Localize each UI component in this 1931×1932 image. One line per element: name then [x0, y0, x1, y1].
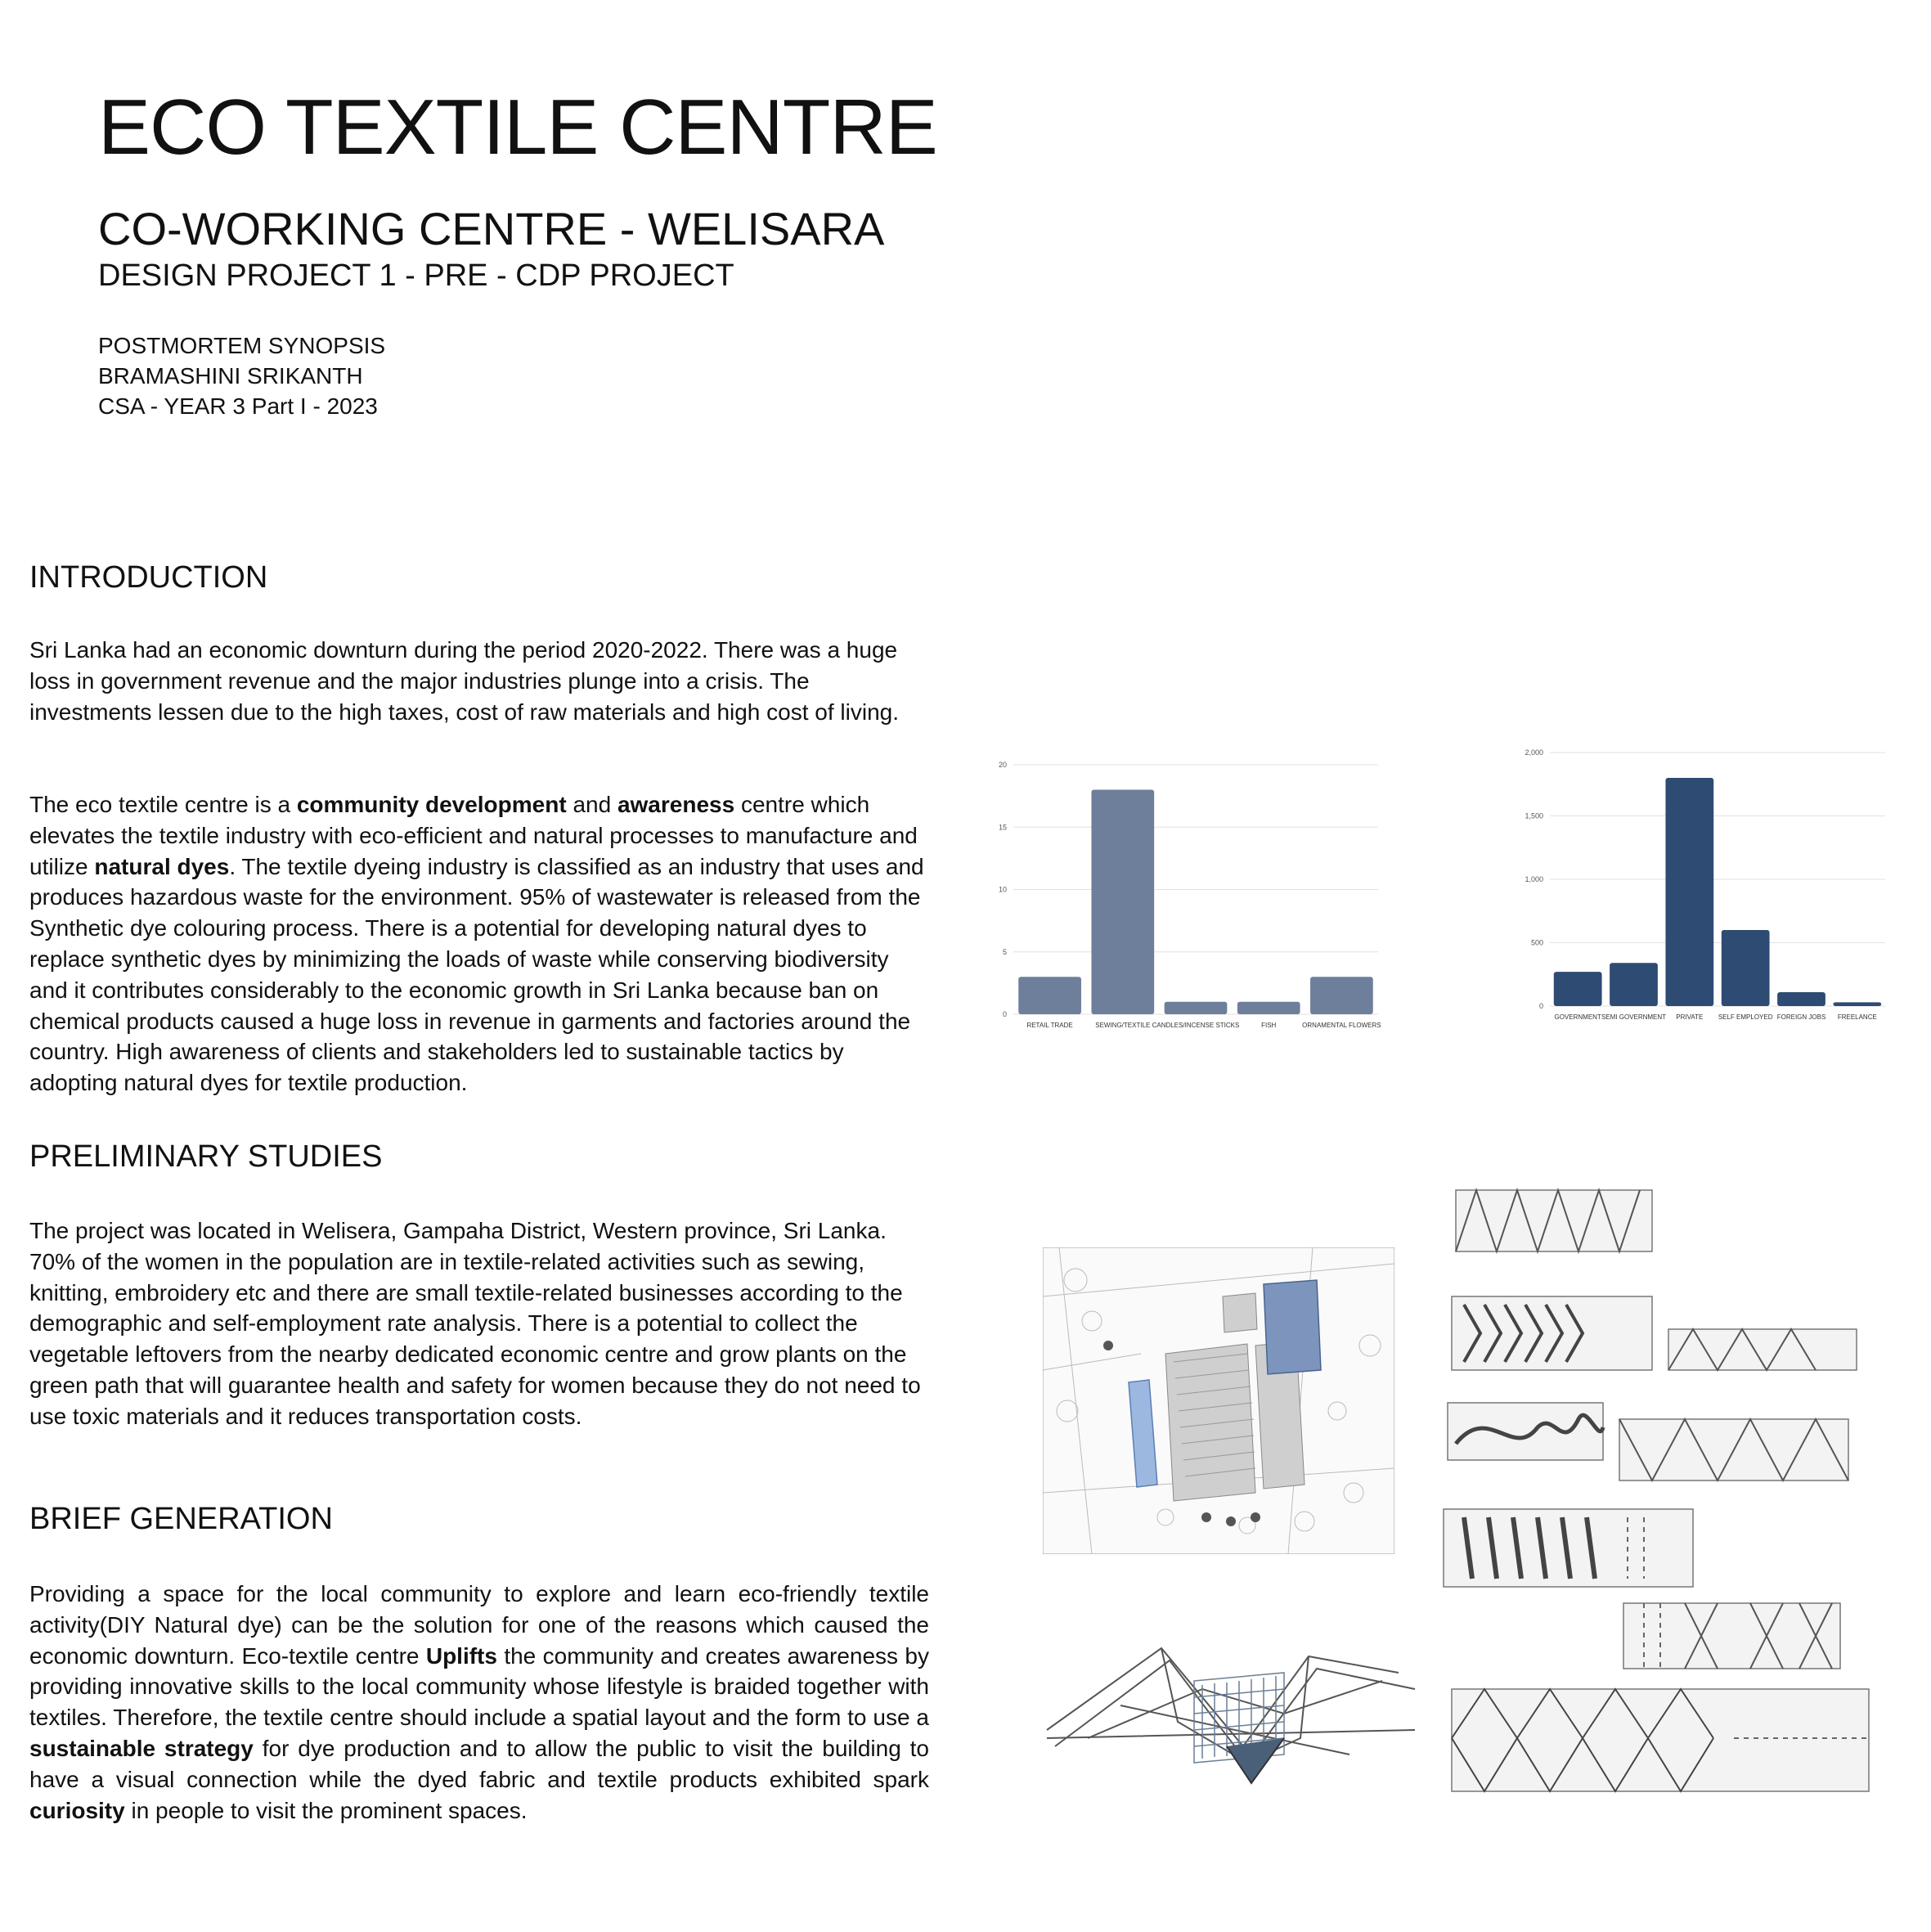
bar-chart-employment-sector: [1517, 736, 1893, 1031]
y-tick-label: 15: [998, 823, 1007, 832]
y-tick-label: 5: [1002, 947, 1007, 956]
origami-strip-folded-small: [1668, 1329, 1857, 1370]
bar: [1722, 930, 1770, 1006]
origami-strip-lattice: [1623, 1603, 1840, 1669]
page-title: ECO TEXTILE CENTRE: [98, 83, 937, 171]
bar: [1610, 963, 1658, 1006]
preliminary-heading: PRELIMINARY STUDIES: [29, 1139, 383, 1174]
y-tick-label: 0: [1002, 1010, 1007, 1018]
bar: [1165, 1002, 1228, 1014]
bar: [1554, 972, 1602, 1006]
x-tick-label: SELF EMPLOYED: [1718, 1013, 1773, 1021]
origami-strip-triangle-fold: [1619, 1419, 1848, 1480]
site-plan-drawing: [1043, 1247, 1394, 1554]
meta-synopsis: POSTMORTEM SYNOPSIS: [98, 333, 386, 358]
x-tick-label: CANDLES/INCENSE STICKS: [1152, 1022, 1240, 1029]
y-tick-label: 1,500: [1525, 811, 1543, 820]
y-tick-label: 500: [1530, 938, 1543, 947]
project-name: DESIGN PROJECT 1 - PRE - CDP PROJECT: [98, 258, 734, 293]
x-tick-label: SEMI GOVERNMENT: [1601, 1013, 1667, 1021]
origami-strip-triangles: [1456, 1190, 1652, 1251]
x-tick-label: FREELANCE: [1837, 1013, 1877, 1021]
y-tick-label: 1,000: [1525, 875, 1543, 883]
introduction-heading: INTRODUCTION: [29, 560, 268, 595]
bar: [1091, 790, 1154, 1015]
x-tick-label: FOREIGN JOBS: [1776, 1013, 1826, 1021]
origami-strip-twist: [1448, 1403, 1603, 1460]
y-tick-label: 2,000: [1525, 748, 1543, 757]
x-tick-label: GOVERNMENT: [1554, 1013, 1601, 1021]
x-tick-label: PRIVATE: [1676, 1013, 1704, 1021]
meta-author: BRAMASHINI SRIKANTH: [98, 363, 363, 389]
brief-heading: BRIEF GENERATION: [29, 1502, 333, 1536]
origami-strip-chevrons: [1452, 1296, 1652, 1370]
origami-strip-large-triangles: [1452, 1689, 1869, 1791]
page-subtitle: CO-WORKING CENTRE - WELISARA: [98, 203, 885, 254]
origami-strip-smocking: [1444, 1509, 1693, 1587]
bar: [1237, 1002, 1300, 1014]
bar: [1018, 977, 1081, 1014]
x-tick-label: FISH: [1261, 1022, 1277, 1029]
y-tick-label: 10: [998, 885, 1007, 894]
y-tick-label: 0: [1538, 1002, 1543, 1010]
x-tick-label: SEWING/TEXTILE: [1095, 1022, 1151, 1029]
concept-sketch: [1039, 1624, 1423, 1795]
preliminary-paragraph: The project was located in Welisera, Gampaha District, Western province, Sri Lanka. 70% of the women in the population are in textile-related activities such as sewing, knitting, embroidery etc and there are small textile-related businesses according to the demographic and self-employment rate analysis. There is a potential to collect the vegetable leftovers from the nearby dedicated economic centre and grow plants on the green path that will guarantee health and safety for women because they do not need to use toxic materials and it reduces transportation costs.: [29, 1218, 921, 1429]
x-tick-label: RETAIL TRADE: [1026, 1022, 1073, 1029]
bar: [1310, 977, 1373, 1014]
x-tick-label: ORNAMENTAL FLOWERS: [1302, 1022, 1381, 1029]
y-tick-label: 20: [998, 761, 1007, 769]
bar: [1777, 992, 1825, 1006]
bar: [1833, 1002, 1881, 1006]
bar-chart-self-employment: [994, 748, 1386, 1035]
brief-paragraph: Providing a space for the local community to explore and learn eco-friendly textile activity(DIY Natural dye) can be the solution for one of the reasons which caused the economic downturn. Eco-textile centre Uplifts the community and creates awareness by providing innovative skills to the local community whose lifestyle is braided together with textiles. Therefore, the textile centre should include a spatial layout and the form to use a sustainable strategy for dye production and to allow the public to visit the building to have a visual connection while the dyed fabric and textile products exhibited spark curiosity in people to visit the prominent spaces.: [29, 1581, 930, 1823]
introduction-paragraph-1: Sri Lanka had an economic downturn during the period 2020-2022. There was a huge loss in government revenue and the major industries plunge into a crisis. The investments lessen due to the high taxes, cost of raw materials and high cost of living.: [29, 637, 900, 725]
bar: [1665, 778, 1713, 1006]
introduction-paragraph-2: The eco textile centre is a community development and awareness centre which elevates the textile industry with eco-efficient and natural processes to manufacture and utilize natural dyes. The textile dyeing industry is classified as an industry that uses and produces hazardous waste for the environment. 95% of wastewater is released from the Synthetic dye colouring process. There is a potential for developing natural dyes to replace synthetic dyes by minimizing the loads of waste while conserving biodiversity and it contributes considerably to the economic growth in Sri Lanka because ban on chemical products caused a huge loss in revenue in garments and factories around the country. High awareness of clients and stakeholders led to sustainable tactics by adopting natural dyes for textile production.: [29, 792, 924, 1096]
origami-fabric-studies: [1439, 1182, 1906, 1812]
meta-course: CSA - YEAR 3 Part I - 2023: [98, 393, 378, 419]
